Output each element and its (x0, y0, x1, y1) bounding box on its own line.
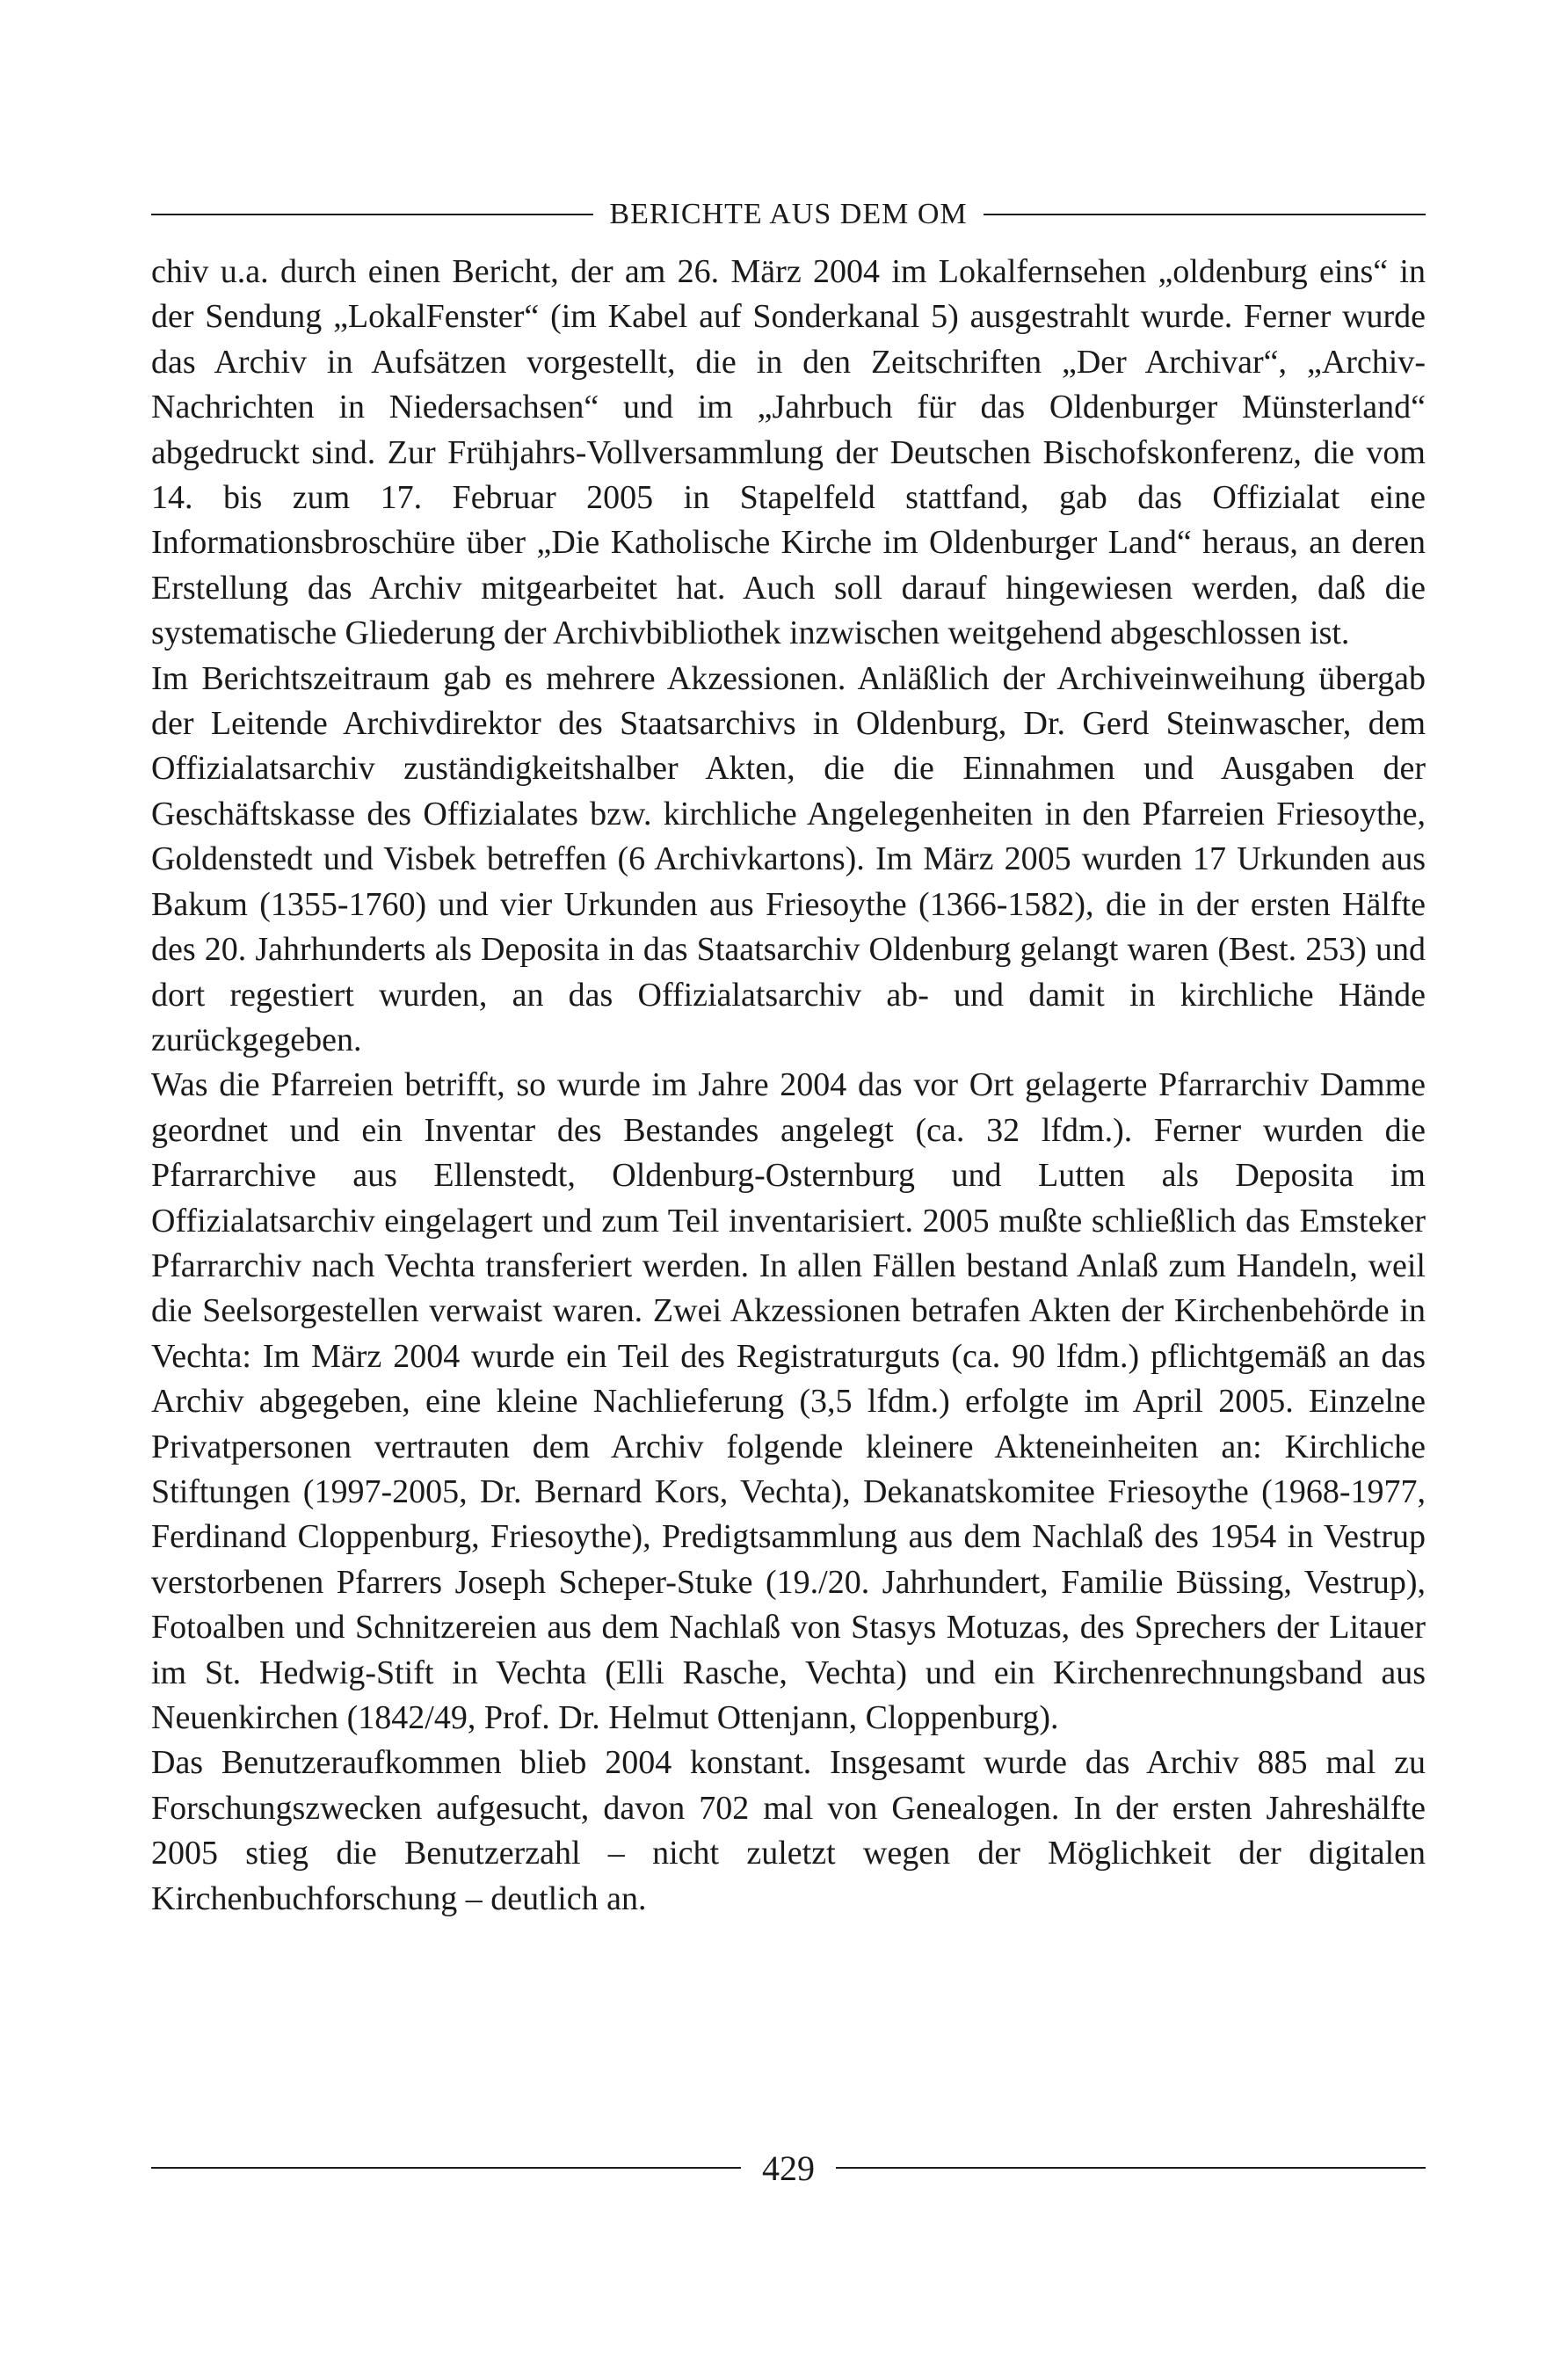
header-rule-left (151, 214, 593, 215)
page-number: 429 (762, 2148, 815, 2188)
page-header (151, 188, 1426, 241)
body-text (151, 250, 1426, 1922)
page-footer (151, 2141, 1426, 2194)
footer-rule-left (151, 2167, 741, 2169)
header-rule-right (984, 214, 1426, 215)
paragraph-3: Was die Pfarreien betrifft, so wurde im Jahre 2004 das vor Ort gelagerte Pfarrarchiv Damme geordnet und ein Inventar des Bestandes angelegt (ca. 32 lfdm.). Ferner wurden die Pfarrarchive aus Ellenstedt, Oldenburg-Osternburg und Lutten als Deposita im Offizialatsarchiv eingelagert und zum Teil inventarisiert. 2005 mußte schließlich das Emsteker Pfarrarchiv nach Vechta transferiert werden. In allen Fällen bestand Anlaß zum Handeln, weil die Seelsorgestellen verwaist waren. Zwei Akzessionen betrafen Akten der Kirchenbehörde in Vechta: Im März 2004 wurde ein Teil des Registraturguts (ca. 90 lfdm.) pflichtgemäß an das Archiv abgegeben, eine kleine Nachlieferung (3,5 lfdm.) erfolgte im April 2005. Einzelne Privatpersonen vertrauten dem Archiv folgende kleinere Akteneinheiten an: Kirchliche Stiftungen (1997-2005, Dr. Bernard Kors, Vechta), Dekanatskomitee Friesoythe (1968-1977, Ferdinand Cloppenburg, Friesoythe), Predigtsammlung aus dem Nachlaß des 1954 in Vestrup verstorbenen Pfarrers Joseph Scheper-Stuke (19./20. Jahrhundert, Familie Büssing, Vestrup), Fotoalben und Schnitzereien aus dem Nachlaß von Stasys Motuzas, des Sprechers der Litauer im St. Hedwig-Stift in Vechta (Elli Rasche, Vechta) und ein Kirchenrechnungsband aus Neuenkirchen (1842/49, Prof. Dr. Helmut Ottenjann, Cloppenburg). (151, 1066, 1426, 1736)
running-title: BERICHTE AUS DEM OM (609, 198, 968, 230)
paragraph-2: Im Berichtszeitraum gab es mehrere Akzessionen. Anläßlich der Archiveinweihung übergab der Leitende Archivdirektor des Staatsarchivs in Oldenburg, Dr. Gerd Steinwascher, dem Offizialatsarchiv zuständigkeitshalber Akten, die die Einnahmen und Ausgaben der Geschäftskasse des Offizialates bzw. kirchliche Angelegenheiten in den Pfarreien Friesoythe, Goldenstedt und Visbek betreffen (6 Archivkartons). Im März 2005 wurden 17 Urkunden aus Bakum (1355-1760) und vier Urkunden aus Friesoythe (1366-1582), die in der ersten Hälfte des 20. Jahrhunderts als Deposita in das Staatsarchiv Oldenburg gelangt waren (Best. 253) und dort regestiert wurden, an das Offizialatsarchiv ab- und damit in kirchliche Hände zurückgegeben. (151, 659, 1426, 1058)
paragraph-1: chiv u.a. durch einen Bericht, der am 26. März 2004 im Lokalfernsehen „oldenburg eins“ in der Sendung „LokalFenster“ (im Kabel auf Sonderkanal 5) ausgestrahlt wurde. Ferner wurde das Archiv in Aufsätzen vorgestellt, die in den Zeitschriften „Der Archivar“, „Archiv-Nachrichten in Niedersachsen“ und im „Jahrbuch für das Oldenburger Münsterland“ abgedruckt sind. Zur Frühjahrs-Vollversammlung der Deutschen Bischofskonferenz, die vom 14. bis zum 17. Februar 2005 in Stapelfeld stattfand, gab das Offizialat eine Informationsbroschüre über „Die Katholische Kirche im Oldenburger Land“ heraus, an deren Erstellung das Archiv mitgearbeitet hat. Auch soll darauf hingewiesen werden, daß die systematische Gliederung der Archivbibliothek inzwischen weitgehend abgeschlossen ist. (151, 253, 1426, 652)
footer-rule-right (836, 2167, 1426, 2169)
paragraph-4: Das Benutzeraufkommen blieb 2004 konstant. Insgesamt wurde das Archiv 885 mal zu Forschungszwecken aufgesucht, davon 702 mal von Genealogen. In der ersten Jahreshälfte 2005 stieg die Benutzerzahl – nicht zuletzt wegen der Möglichkeit der digitalen Kirchenbuchforschung – deutlich an. (151, 1744, 1426, 1917)
